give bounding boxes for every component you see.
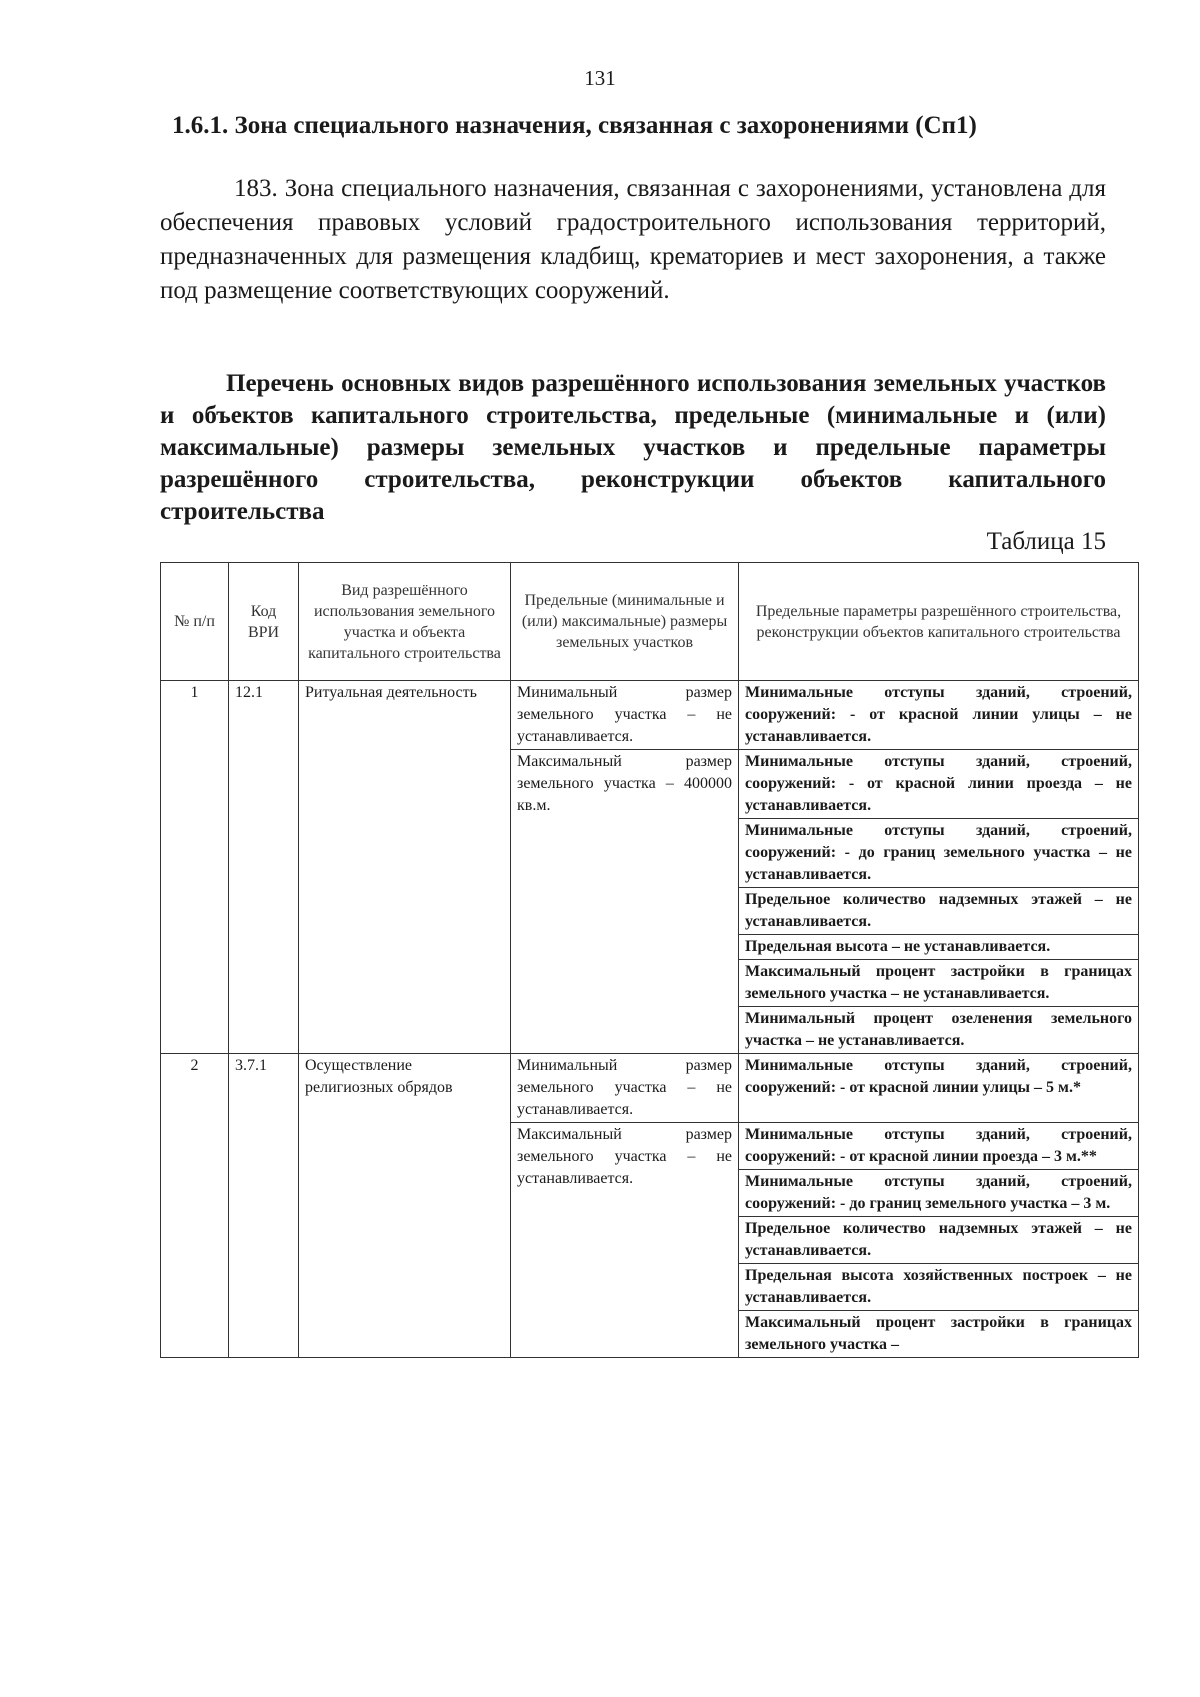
row-num: 1	[161, 681, 229, 1054]
row-param: Минимальные отступы зданий, строений, сооружений: - от красной линии улицы – 5 м.*	[739, 1054, 1139, 1123]
row-param: Минимальный процент озеленения земельного участка – не устанавливается.	[739, 1007, 1139, 1054]
row-size-min: Минимальный размер земельного участка – не устанавливается.	[511, 1054, 739, 1123]
row-param: Максимальный процент застройки в границах земельного участка –	[739, 1311, 1139, 1358]
row-param: Максимальный процент застройки в границах земельного участка – не устанавливается.	[739, 960, 1139, 1007]
row-param: Предельная высота хозяйственных построек – не устанавливается.	[739, 1264, 1139, 1311]
body-paragraph-text: 183. Зона специального назначения, связанная с захоронениями, установлена для обеспечения правовых условий градостроительного использования территорий, предназначенных для размещения кладбищ, крематориев и мест захоронения, а также под размещение соответствующих сооружений.	[160, 175, 1106, 304]
row-param: Минимальные отступы зданий, строений, сооружений: - до границ земельного участка – не устанавливается.	[739, 819, 1139, 888]
header-code: Код ВРИ	[229, 563, 299, 681]
row-type: Ритуальная деятельность	[299, 681, 511, 1054]
header-sizes: Предельные (минимальные и (или) максимальные) размеры земельных участков	[511, 563, 739, 681]
row-param: Минимальные отступы зданий, строений, сооружений: - от красной линии улицы – не устанавливается.	[739, 681, 1139, 750]
list-heading-text: Перечень основных видов разрешённого использования земельных участков и объектов капитального строительства, предельные (минимальные и (или) максимальные) размеры земельных участков и предельные параметры разрешённого строительства, реконструкции объектов капитального строительства	[160, 370, 1106, 525]
row-size-max: Максимальный размер земельного участка – 400000 кв.м.	[511, 750, 739, 1054]
row-num: 2	[161, 1054, 229, 1358]
row-size-max: Максимальный размер земельного участка – не устанавливается.	[511, 1123, 739, 1358]
page-number: 131	[584, 66, 616, 90]
row-param: Минимальные отступы зданий, строений, сооружений: - от красной линии проезда – не устанавливается.	[739, 750, 1139, 819]
header-params: Предельные параметры разрешённого строительства, реконструкции объектов капитального строительства	[739, 563, 1139, 681]
row-code: 3.7.1	[229, 1054, 299, 1358]
row-code: 12.1	[229, 681, 299, 1054]
row-param: Минимальные отступы зданий, строений, сооружений: - до границ земельного участка – 3 м.	[739, 1170, 1139, 1217]
table-row	[161, 681, 1139, 750]
row-param: Предельная высота – не устанавливается.	[739, 935, 1139, 960]
body-paragraph	[160, 172, 1106, 308]
header-type: Вид разрешённого использования земельного участка и объекта капитального строительства	[299, 563, 511, 681]
header-num: № п/п	[161, 563, 229, 681]
row-param: Предельное количество надземных этажей – не устанавливается.	[739, 888, 1139, 935]
table-row	[161, 1054, 1139, 1123]
list-heading	[160, 368, 1106, 528]
row-type: Осуществление религиозных обрядов	[299, 1054, 511, 1358]
section-title: 1.6.1. Зона специального назначения, связанная с захоронениями (Сп1)	[172, 112, 977, 139]
regulations-table	[160, 562, 1139, 1358]
table-header-row	[161, 563, 1139, 681]
table-label: Таблица 15	[986, 528, 1106, 555]
row-size-min: Минимальный размер земельного участка – не устанавливается.	[511, 681, 739, 750]
row-param: Минимальные отступы зданий, строений, сооружений: - от красной линии проезда – 3 м.**	[739, 1123, 1139, 1170]
row-param: Предельное количество надземных этажей – не устанавливается.	[739, 1217, 1139, 1264]
